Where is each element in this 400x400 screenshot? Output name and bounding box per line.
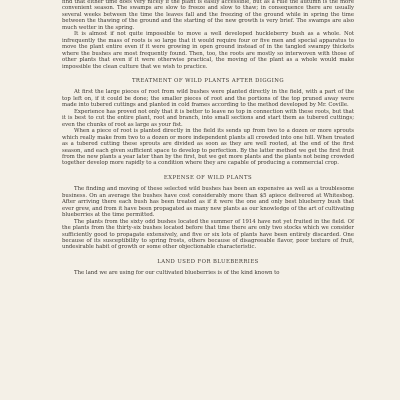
section-heading-treatment: TREATMENT OF WILD PLANTS AFTER DIGGING — [131, 77, 285, 84]
expense-paragraph-2: The plants from the sixty odd bushes located the summer of 1914 have not yet fruited in the field. Of the plants from the thirty-six bushes located before that time there are only two stocks which we consider sufficiently good to propagate extensively, and five or six lots of plants have been entirely discarded. One because of its susceptibility to spring frosts, others because of disagreeable flavor, poor texture of fruit, undesirable habit of growth or some other objectionable characteristic. — [62, 218, 354, 251]
expense-paragraph-1: The finding and moving of these selected wild bushes has been an expensive as well as a troublesome business. On an average the bushes have cost considerably more than $5 apiece delivered at Whitesbog. After arriving there each bush has been treated as if it were the one and only best blueberry bush that ever grew, and from it have been propagated as many new plants as our knowledge of the art of cultivating blueberries at the time permitted. — [62, 186, 354, 219]
intro-paragraph-2: It is almost if not quite impossible to move a well developed huckleberry bush as a whole. Not infrequently the mass of roots is so large that it would require four or five men and special apparatus to move the plant entire even if it were growing in open ground instead of in the tangled swampy thickets where the bushes are most frequently found. Then, too, the roots are mostly so interwoven with those of other plants that even if it were otherwise practical, the moving of the plant as a whole would make impossible the clean culture that we wish to practice. — [62, 31, 354, 70]
treatment-paragraph-2: Experience has proved not only that it is better to leave no top in connection with these roots, but that it is best to cut the entire plant, root and branch, into small sections and start them as tubered cuttings; even the chunks of root as large as your fist. — [62, 108, 354, 128]
section-heading-land: LAND USED FOR BLUEBERRIES — [157, 258, 259, 265]
intro-paragraph-1: find that either time does very nicely if the plant is easily accessible, but as a rule the autumn is the more convenient season. The swamps are slow to freeze and slow to thaw; in consequence there are usually several weeks between the time the leaves fall and the freezing of the ground while in spring the time between the thawing of the ground and the starting of the new growth is very brief. The swamps are also much wetter in the spring. — [62, 0, 354, 31]
treatment-paragraph-1: At first the large pieces of root from wild bushes were planted directly in the field, with a part of the top left on, if it could be done; the smaller pieces of root and the portions of the top pruned away were made into tubered cuttings and planted in cold frames according to the method developed by Mr. Coville. — [62, 89, 354, 109]
section-heading-expense: EXPENSE OF WILD PLANTS — [163, 174, 253, 181]
land-paragraph-1: The land we are using for our cultivated blueberries is of the kind known to — [74, 270, 280, 277]
text-column — [62, 0, 354, 277]
treatment-paragraph-3: When a piece of root is planted directly in the field its sends up from two to a dozen or more sprouts which really make from two to a dozen or more independent plants all crowded into one hill. When treated as a tubered cutting these sprouts are divided as soon as they are well rooted, at the end of the first season, and each given sufficient space to develop to perfection. By the latter method we get the first fruit from the new plants a year later than by the first, but we get more plants and the plants not being crowded together develop more rapidly to a condition where they are capable of producing a commercial crop. — [62, 128, 354, 167]
